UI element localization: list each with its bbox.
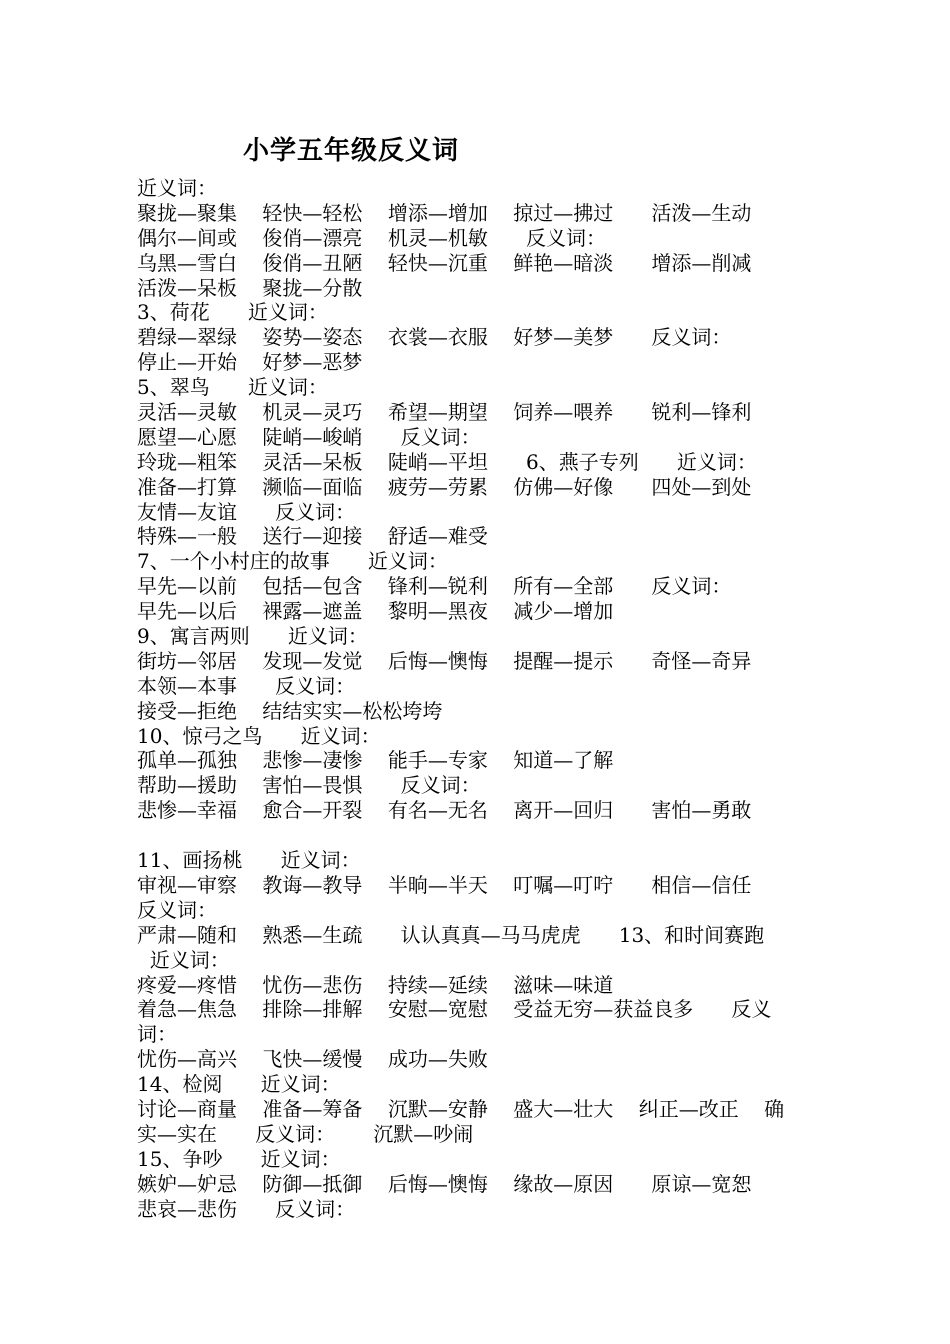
text-line: 灵活—灵敏 机灵—灵巧 希望—期望 饲养—喂养 锐利—锋利 [137,400,752,425]
text-line: 严肃—随和 熟悉—生疏 认认真真—马马虎虎 13、和时间赛跑 [137,922,765,947]
text-line: 早先—以前 包括—包含 锋利—锐利 所有—全部 反义词： [137,574,732,599]
text-line: 偶尔—间或 俊俏—漂亮 机灵—机敏 反义词： [137,225,607,250]
text-line: 愿望—心愿 陡峭—峻峭 反义词： [137,424,481,449]
text-line: 审视—审察 教诲—教导 半晌—半天 叮嘱—叮咛 相信—信任 [137,872,752,897]
text-line: 悲哀—悲伤 反义词： [137,1196,356,1221]
text-line: 10、惊弓之鸟 近义词： [137,723,381,748]
text-line: 疼爱—疼惜 忧伤—悲伤 持续—延续 滋味—味道 [137,972,614,997]
text-line: 准备—打算 濒临—面临 疲劳—劳累 仿佛—好像 四处—到处 [137,474,752,499]
text-line: 3、荷花 近义词： [137,300,328,325]
text-line: 实—实在 反义词： 沉默—吵闹 [137,1121,474,1146]
text-line: 特殊—一般 送行—迎接 舒适—难受 [137,524,488,549]
text-line: 9、寓言两则 近义词： [137,624,368,649]
text-line: 孤单—孤独 悲惨—凄惨 能手—专家 知道—了解 [137,748,614,773]
text-line: 嫉妒—妒忌 防御—抵御 后悔—懊悔 缘故—原因 原谅—宽恕 [137,1171,752,1196]
text-line: 悲惨—幸福 愈合—开裂 有名—无名 离开—回归 害怕—勇敢 [137,798,752,823]
text-line: 乌黑—雪白 俊俏—丑陋 轻快—沉重 鲜艳—暗淡 增添—削减 [137,250,752,275]
text-line: 11、画扬桃 近义词： [137,848,361,873]
text-line: 14、检阅 近义词： [137,1072,341,1097]
text-line: 接受—拒绝 结结实实—松松垮垮 [137,698,443,723]
text-line: 活泼—呆板 聚拢—分散 [137,275,363,300]
text-line: 着急—焦急 排除—排解 安慰—宽慰 受益无穷—获益良多 反义 [137,997,772,1022]
text-line: 词： [137,1022,177,1047]
text-line: 本领—本事 反义词： [137,673,356,698]
text-line: 停止—开始 好梦—恶梦 [137,350,363,375]
document-body [137,176,842,1221]
text-line: 15、争吵 近义词： [137,1146,341,1171]
text-line: 帮助—援助 害怕—畏惧 反义词： [137,773,481,798]
text-line: 街坊—邻居 发现—发觉 后悔—懊悔 提醒—提示 奇怪—奇异 [137,648,752,673]
text-line: 碧绿—翠绿 姿势—姿态 衣裳—衣服 好梦—美梦 反义词： [137,325,732,350]
text-line: 近义词： [137,176,217,200]
text-line: 讨论—商量 准备—筹备 沉默—安静 盛大—壮大 纠正—改正 确 [137,1096,785,1121]
text-line: 玲珑—粗笨 灵活—呆板 陡峭—平坦 6、燕子专列 近义词： [137,449,757,474]
text-line: 聚拢—聚集 轻快—轻松 增添—增加 掠过—拂过 活泼—生动 [137,200,752,225]
text-line: 5、翠鸟 近义词： [137,375,328,400]
text-line: 反义词： [137,897,217,922]
text-line: 近义词： [137,947,230,972]
text-line: 友情—友谊 反义词： [137,499,356,524]
text-line: 7、一个小村庄的故事 近义词： [137,549,448,574]
page-title: 小学五年级反义词 [243,136,460,166]
text-line [137,823,842,848]
text-line: 忧伤—高兴 飞快—缓慢 成功—失败 [137,1047,488,1072]
text-line: 早先—以后 裸露—遮盖 黎明—黑夜 减少—增加 [137,599,614,624]
